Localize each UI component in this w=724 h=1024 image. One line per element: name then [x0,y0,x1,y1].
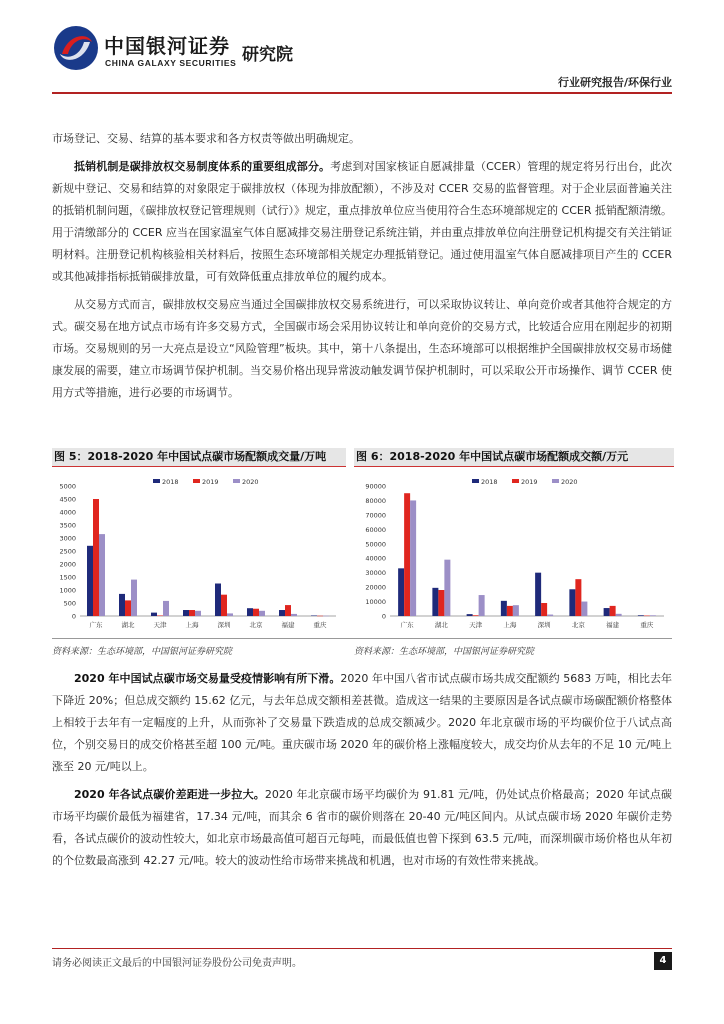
legend-swatch-2019 [193,479,200,483]
bar-2020 [547,615,553,616]
bar-2019 [253,609,259,616]
y-tick-label: 500 [63,599,76,608]
bar-2019 [93,499,99,616]
paragraph-text: 2020 年北京碳市场平均碳价为 91.81 元/吨，仍处试点价格最高；2020 年试点碳市场平均碳价最低为福建省，17.34 元/吨，而其余 6 省市的碳价则落在 20-40 元/吨区间内。从试点碳市场 2020 年碳价走势看，各试点碳价的波动性较大，如北京市场最高值可超百元每吨，而最低值也曾下探到 63.5 元/吨，而深圳碳市场价格也从年初的个位数最高涨到 42.27 元/吨。较大的波动性给市场带来挑战和机遇，也对市场的有效性带来挑战。 [52,788,672,867]
bar-2019 [221,595,227,616]
bar-2018 [501,601,507,616]
x-tick-label: 深圳 [537,621,551,629]
figure-5-title: 图 5：2018-2020 年中国试点碳市场配额成交量/万吨 [52,448,346,467]
paragraph [52,784,672,872]
x-tick-label: 北京 [571,621,585,629]
y-tick-label: 3500 [59,521,76,530]
bar-2020 [410,500,416,616]
y-tick-label: 50000 [365,540,386,549]
y-tick-label: 10000 [365,598,386,607]
bar-2019 [125,600,131,616]
paragraph-text: 2020 年中国八省市试点碳市场共成交配额约 5683 万吨，相比去年下降近 20%；但总成交额约 15.62 亿元，与去年总成交额相差甚微。造成这一结果的主要原因是各试点碳市场碳配额价格整体上相较于去年有一定幅度的上升，从而弥补了交易量下跌造成的总成交额减少。2020 年北京碳市场的平均碳价位于八试点高位，个别交易日的成交价格甚至超 100 元/吨。重庆碳市场 2020 年的碳价格上涨幅度较大，成交均价从去年的不足 10 元/吨上涨至 20 元/吨以上。 [52,672,672,773]
y-tick-label: 30000 [365,569,386,578]
x-tick-label: 福建 [281,621,295,629]
brand-name-en: CHINA GALAXY SECURITIES [105,58,237,68]
bar-2018 [535,573,541,616]
bar-2020 [131,580,137,616]
bar-2018 [247,608,253,616]
paragraph: 从交易方式而言，碳排放权交易应当通过全国碳排放权交易系统进行，可以采取协议转让、单向竞价或者其他符合规定的方式。碳交易在地方试点市场有许多交易方式，全国碳市场会采用协议转让和单向竞价的交易方式，比较适合应用在刚起步的初期市场。交易规则的另一大亮点是设立“风险管理”板块。其中，第十八条提出，生态环境部可以根据维护全国碳排放权交易市场健康发展的需要，建立市场调节保护机制。当交易价格出现异常波动触发调节保护机制时，可以采取公开市场操作、调节 CCER 使用方式等措施，进行必要的市场调节。 [52,298,672,399]
legend-swatch-2018 [472,479,479,483]
bar-2018 [151,613,157,616]
bar-2020 [513,605,519,616]
bar-2020 [323,616,329,617]
brand-name-cn: 中国银河证券 [104,34,230,58]
bar-2020 [581,602,587,616]
paragraph: 市场登记、交易、结算的基本要求和各方权责等做出明确规定。 [52,132,360,145]
figure-6-source: 资料来源：生态环境部，中国银河证券研究院 [354,647,535,657]
legend-swatch-2020 [233,479,240,483]
bar-2019 [189,610,195,616]
bar-2018 [279,610,285,616]
legend-swatch-2019 [512,479,519,483]
x-tick-label: 上海 [503,621,517,629]
bar-2020 [259,611,265,616]
bar-2018 [432,588,438,616]
legend-label-2018: 2018 [162,478,179,486]
figure-row [52,448,672,664]
y-tick-label: 3000 [59,534,76,543]
legend-label-2018: 2018 [481,478,498,486]
bar-2018 [604,608,610,616]
y-tick-label: 4500 [59,495,76,504]
bar-2019 [285,605,291,616]
bar-2020 [291,614,297,616]
x-tick-label: 重庆 [313,621,327,629]
y-tick-label: 60000 [365,525,386,534]
chart-value-svg [354,476,672,636]
y-tick-label: 2000 [59,560,76,569]
legend-swatch-2018 [153,479,160,483]
chart-volume-svg [52,476,344,636]
bar-2019 [404,493,410,616]
bar-2018 [311,615,317,616]
bar-2020 [99,534,105,616]
paragraph-lead: 抵销机制是碳排放权交易制度体系的重要组成部分。 [74,160,331,173]
bar-2020 [195,611,201,616]
y-tick-label: 5000 [59,482,76,491]
paragraph-lead: 2020 年中国试点碳市场交易量受疫情影响有所下滑。 [74,672,341,685]
y-tick-label: 2500 [59,547,76,556]
bar-2019 [575,579,581,616]
paragraph [52,156,672,288]
bar-2020 [444,560,450,616]
x-tick-label: 北京 [249,621,263,629]
legend-label-2019: 2019 [202,478,219,486]
source-divider [52,638,672,639]
footer-disclaimer: 请务必阅读正文最后的中国银河证券股份公司免责声明。 [52,958,302,969]
bar-2018 [87,546,93,616]
y-tick-label: 0 [71,612,76,621]
x-tick-label: 广东 [89,621,103,629]
figure-5-source: 资料来源：生态环境部，中国银河证券研究院 [52,647,233,657]
x-tick-label: 广东 [400,621,414,629]
y-tick-label: 1500 [59,573,76,582]
bar-2018 [467,614,473,616]
chart-value [354,476,672,636]
legend-label-2020: 2020 [242,478,259,486]
y-tick-label: 20000 [365,583,386,592]
bar-2018 [215,584,221,617]
x-tick-label: 重庆 [640,621,654,629]
x-tick-label: 上海 [185,621,199,629]
y-tick-label: 90000 [365,482,386,491]
bar-2020 [616,614,622,616]
page-header [0,0,724,96]
legend-label-2020: 2020 [561,478,578,486]
bar-2019 [473,615,479,616]
body-text-top [52,128,672,410]
x-tick-label: 福建 [606,621,620,629]
y-tick-label: 40000 [365,554,386,563]
bar-2019 [541,603,547,616]
bar-2018 [398,568,404,616]
institute-name: 研究院 [242,45,293,65]
bar-2019 [507,606,513,616]
bar-2020 [163,601,169,616]
bar-2019 [438,590,444,616]
bar-2019 [157,615,163,616]
y-tick-label: 0 [381,612,386,621]
report-type-label: 行业研究报告/环保行业 [557,76,672,89]
page-number: 4 [654,952,672,970]
paragraph-text: 考虑到对国家核证自愿减排量（CCER）管理的规定将另行出台，此次新规中登记、交易和结算的对象限定于碳排放权（体现为排放配额），不涉及对 CCER 交易的监督管理。对于企业层面普遍关注的抵销机制问题，《碳排放权登记管理规则（试行）》规定，重点排放单位应当使用符合生态环境部规定的 CCER 抵销配额清缴。用于清缴部分的 CCER 应当在国家温室气体自愿减排交易注册登记系统注销，并由重点排放单位向注册登记机构提交有关注销证明材料。注册登记机构核验相关材料后，按照生态环境部相关规定办理抵销登记。通过使用温室气体自愿减排项目产生的 CCER 或其他减排指标抵销碳排放量，可有效降低重点排放单位的履约成本。 [52,160,673,283]
y-tick-label: 4000 [59,508,76,517]
x-tick-label: 深圳 [217,621,231,629]
bar-2019 [317,616,323,617]
y-tick-label: 80000 [365,496,386,505]
y-tick-label: 70000 [365,511,386,520]
paragraph [52,668,672,778]
bar-2020 [650,615,656,616]
bar-2020 [479,595,485,616]
x-tick-label: 湖北 [434,621,448,629]
x-tick-label: 湖北 [121,621,135,629]
x-tick-label: 天津 [153,621,167,629]
header-divider [52,92,672,94]
y-tick-label: 1000 [59,586,76,595]
chart-volume [52,476,344,636]
bar-2019 [610,606,616,616]
legend-label-2019: 2019 [521,478,538,486]
body-text-bottom [52,668,672,878]
bar-2020 [227,613,233,616]
bar-2018 [638,615,644,616]
legend-swatch-2020 [552,479,559,483]
paragraph-lead: 2020 年各试点碳价差距进一步拉大。 [74,788,265,801]
footer-divider [52,948,672,949]
bar-2019 [644,616,650,617]
bar-2018 [119,594,125,616]
galaxy-logo-icon [52,24,100,72]
bar-2018 [569,589,575,616]
figure-6-title: 图 6：2018-2020 年中国试点碳市场配额成交额/万元 [354,448,674,467]
bar-2018 [183,610,189,616]
x-tick-label: 天津 [469,621,483,629]
